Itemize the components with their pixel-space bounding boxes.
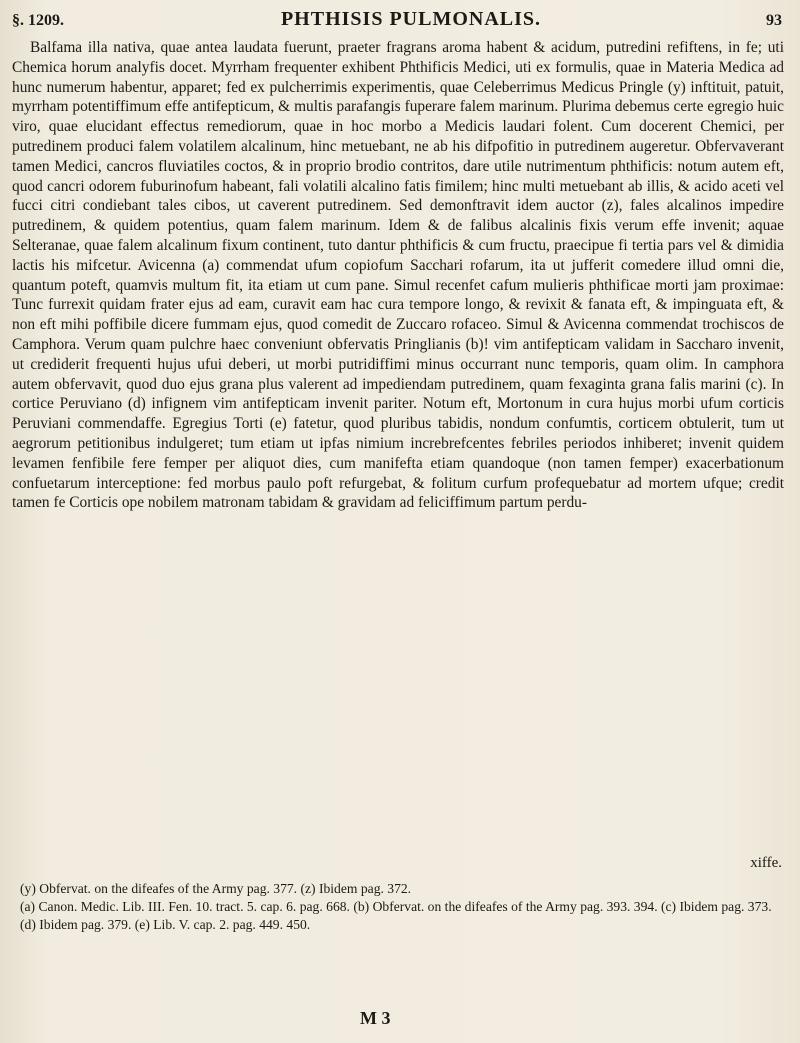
footnote-line: (y) Obfervat. on the difeafes of the Army pag. 377. (z) Ibidem pag. 372. — [20, 881, 412, 896]
page-number: 93 — [766, 12, 782, 29]
main-text — [12, 38, 784, 513]
footnotes — [20, 880, 780, 934]
footnote-line: (a) Canon. Medic. Lib. III. Fen. 10. tract. 5. cap. 6. pag. 668. (b) Obfervat. on the difeafes of the Army pag. 393. 394. (c) Ibidem pag. 373. — [20, 899, 772, 914]
running-title: PHTHISIS PULMONALIS. — [280, 8, 542, 30]
footnote-line: (d) Ibidem pag. 379. (e) Lib. V. cap. 2. pag. 449. 450. — [20, 917, 311, 932]
catchword: xiffe. — [750, 855, 782, 871]
section-number: §. 1209. — [12, 12, 64, 29]
running-header — [12, 8, 782, 34]
signature-mark: M 3 — [360, 1008, 391, 1028]
body-paragraph: Balfama illa nativa, quae antea laudata fuerunt, praeter fragrans aroma habent & acidum, putredini refiftens, in fe; uti Chemica horum analyfis docet. Myrrham frequenter exhibent Phthificis Medici, uti ex formulis, quae in Materia Medica ad hunc numerum habentur, apparet; fed ex pulcherrimis experimentis, quae Celeberrimus Medicus Pringle (y) inftituit, patuit, myrrham potentiffimum effe antifepticum, & multis parafangis fuperare falem marinum. Plurima debemus certe egregio huic viro, quae elucidant effectus remediorum, quae in hoc morbo a Medicis laudari folent. Cum docerent Chemici, per putredinem produci falem volatilem alcalinum, hinc metuebant, ne ab his difpofitio in putredinem augeretur. Obfervaverant tamen Medici, cancros fluviatiles coctos, & in proprio brodio contritos, dare utile nutrimentum phthificis: notum autem eft, quod cancri odorem fuburinofum habeant, fali volatili alcalino fatis fimilem; hinc multi metuebant ab illis, & acido aceti vel fucci citri condiebant tales cibos, ut caverent putredinem. Sed demonftravit idem auctor (z), fales alcalinos impedire putredinem, & quidem potentius, quam falem marinum. Idem & de falibus alcalinis fixis verum effe invenit; aquae Selteranae, quae falem alcalinum fixum continent, tuto dantur phthificis & cum fructu, praecipue fi tertia pars vel & dimidia lactis his mifcetur. Avicenna (a) commendat ufum copiofum Sacchari rofarum, ita ut jufferit comedere illud omni die, quantum poteft, quamvis multum fit, ita etiam ut cum pane. Simul recenfet cafum mulieris phthificae morti jam proximae: Tunc furrexit quidam frater ejus ad eam, curavit eam hac cura tempore longo, & revixit & fanata eft, & impinguata eft, & non eft mihi poffibile dicere fummam ejus, quod comedit de Zuccaro rofaceo. Simul & Avicenna commendat trochiscos de Camphora. Verum quam pulchre haec conveniunt obfervatis Pringlianis (b)! vim antifepticam validam in Saccharo invenit, ut crediderit frequenti hujus ufui deberi, ut morbi putridiffimi minus occurrant nunc temporis, quam olim. In camphora autem obfervavit, quod duo ejus grana plus valerent ad impediendam putredinem, quam fexaginta grana falis marini (c). In cortice Peruviano (d) infignem vim antifepticam invenit pariter. Notum eft, Mortonum in cura hujus morbi ufum corticis Peruviani commendaffe. Egregius Torti (e) fatetur, quod pluribus tabidis, nondum confumtis, corticem obtulerit, tum ut aegrorum petitionibus indulgeret; tum etiam ut ipfas nimium increbrefcentes febriles periodos inhiberet; invenit quidem levamen fenfibile fere femper per aliquot dies, cum manifefta etiam quandoque (non tamen femper) exacerbationum confuetarum interceptione: fed morbus paulo poft refurgebat, & folitum curfum profequebatur ad mortem ufque; credit tamen fe Corticis ope nobilem matronam tabidam & gravidam ad feliciffimum partum perdu- — [12, 39, 784, 512]
